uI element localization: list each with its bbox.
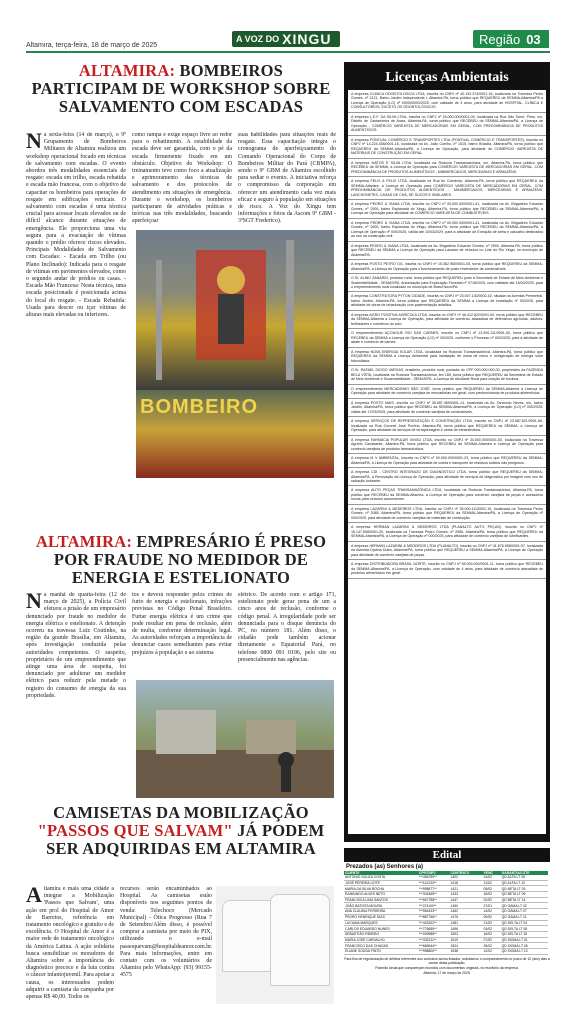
table-cell: 14/02: [483, 909, 501, 915]
table-cell: 1462: [449, 909, 482, 915]
article1-col3-text: suas habilidades para situações reais de resgate. Essa capacitação integra o cronograma de aperfeiçoamento do Comando Operacional do Corpo de Bombeiros Militar do Pará (CBMPA), sendo o 9º GBM de Altamira escolhido para sediar o evento. A iniciativa reforça o compromisso da corporação em oferecer um atendimento cada vez mais eficaz e seguro à população em situações de risco. A Voz do Xingu tem informações e fotos da Ascom 9º GBM - 3ºSGT Frederico).: [238, 132, 336, 225]
table-cell: QD BETA LT 09: [501, 892, 548, 898]
article1-col1-text: a sexta-feira (14 de março), o 9º Grupamento de Bombeiros Militares de Altamira realizou um workshop operacional focado em técnicas de salvamento com escadas. O evento abordou três modalidades essenciais de resgate: escada em trilho, escada rebatida e escada mão francesa, com o objetivo de capacitar os bombeiros para operações de resgate em edificações verticais. O salvamento com escadas é uma técnica crucial para acessar locais elevados ou de difícil alcance durante situações de emergência. Ele proporciona uma via segura para a evacuação de vítimas quando o prédio oferece riscos elevados. Principais Modalidades de Salvamento com Escadas: - Escada em Trilho (ou Plano Inclinado): Indicada para o resgate de vítimas em pavimentos elevados, como o segundo andar de prédios ou casas. - Escada Mão Francesa: Nesta técnica, uma escada posicionada é posicionada acima do local do resgate. - Escada Rebatida: Usada para descer ou içar vítimas de alturas mais elevadas ou inferiores.: [26, 132, 126, 319]
table-cell: ***998800**: [418, 948, 450, 954]
newspaper-logo: [232, 31, 340, 47]
article3-headline: [26, 804, 336, 857]
section-tag: [473, 30, 549, 48]
table-cell: QD SIGMA LT 06: [501, 943, 548, 949]
license-notice: A empresa PEDRO & VIANA LTDA, inscrita no CNPJ nº 00.000.000/0001-41, localizada na Av. Brigadeiro Eduardo Gomes, nº 2900, bairro Esplanada do Xingu, Altamira-PA, torna público que RECEBEU da SEMMA-Altamira/PA, a Licença de Operação para atividade de COMÉRCIO VAREJISTA DE COMBUSTÍVEIS.: [348, 200, 546, 218]
edital-note: Poderão ainda que compareçam munidos com documentos originais, no escritório da empresa.: [375, 966, 519, 971]
table-cell: 11/02: [483, 880, 501, 886]
photo-banner-lettering: BOMBEIRO: [140, 396, 258, 418]
license-notice: A empresa PEDRO & VIANA LTDA, inscrita no CNPJ nº 00.000.000/0001-41, localizada na Av. Brigadeiro Eduardo Gomes, nº 2900, bairro Esplanada do Xingu, Altamira-PA, torna público que RECEBEU da SEMMA-Altamira/PA, a Licença de Operação nº 000/2025, válida até 10/03/2029, para a atividade de Extração de areia e cascalho destinados ao uso na construção civil.: [348, 219, 546, 242]
table-cell: RAIMUNDO ALVES NETO: [344, 892, 418, 898]
logo-prefix: A VOZ DO: [236, 34, 280, 44]
table-cell: ANTONIO SOUZA COSTA: [344, 875, 418, 880]
police-scene-illustration: [136, 680, 334, 798]
article2-col3: [238, 592, 336, 678]
table-cell: ***667788**: [418, 897, 450, 903]
table-cell: JOSÉ PEREIRA LEITE: [344, 880, 418, 886]
campaign-tshirts-photo: [216, 886, 334, 1004]
article1-headline: [26, 62, 336, 115]
table-cell: QD SIGMA LT 01: [501, 937, 548, 943]
license-notice: A empresa FARMÁCIA POPULAR XINGU LTDA, inscrita no CNPJ nº 34.000.000/0001-00, localizada na Travessa Agrário Cavalcante, Altamira-PA, torna público que RECEBEU da SEMMA-Altamira a Licença de Operação para comércio varejista de produtos farmacêuticos.: [348, 436, 546, 454]
table-cell: 1519: [449, 937, 482, 943]
license-notice: A empresa SERVIÇOS DE REPRESENTAÇÃO E CONSTRUÇÃO LTDA, inscrita no CNPJ nº 23.987.621/0001-60, localizada na Rua Coronel José Porfírio, Altamira-PA, torna público que REQUEREU da SEMMA, a Licença de Operação, para atividade de serviços de terraplenagem e obras de infraestrutura.: [348, 417, 546, 435]
license-notice: O Sr. RAFAEL DIOGO VARGAS, brasileiro, produtor rural, portador do CPF 000.000.000-00, proprietário da FAZENDA BELA VISTA, localizada na Rodovia Transamazônica, km 165, torna público que REQUEREU da Secretaria de Estado de Meio Ambiente e Sustentabilidade - SEMAS/PA, a Licença de Atividade Rural para criação de bovinos.: [348, 366, 546, 384]
header-rule: [26, 51, 550, 53]
environmental-licenses-panel: [344, 62, 550, 842]
table-cell: ***887766**: [418, 914, 450, 920]
article1-title: BOMBEIROS PARTICIPAM DE WORKSHOP SOBRE SALVAMENTO COM ESCADAS: [31, 61, 331, 116]
edital-column-header: CLIENTE: [344, 871, 418, 875]
logo-name: XINGU: [282, 31, 332, 47]
license-notice: O Sr. ALINO ZANARDI, produtor rural, torna público que REQUEREU junto à Secretaria de Estado de Meio Ambiente e Sustentabilidade - SEMAS/PA, Autorização para Exploração Florestal nº 0718/2025, com validade até 19/03/2025, para o empreendimento rural localizado no município de Brasil Novo/PA.: [348, 274, 546, 292]
table-cell: LUCIANA MARQUES: [344, 920, 418, 926]
table-cell: 18/02: [483, 892, 501, 898]
license-notice: A empresa LAZARINI & MEDEIROS LTDA, inscrita no CNPJ nº 35.000.111/0001-10, localizada na Travessa Pedro Gomes, nº 2085, Altamira/PA, torna público que REQUEREU da SEMMA-Altamira/PA, a Licença de Operação nº 000/2025, para atividade de comércio varejista de materiais de construção.: [348, 505, 546, 523]
license-notice: A empresa PONTUAL COMÉRCIO E TRANSPORTES LTDA (PONTUAL COMÉRCIO E TRANSPORTES), inscrita no CNPJ nº 14.224.458/0001-16, localizada na Av. João Coelho, nº 1515, bairro Brasília, Altamira/PA, torna público que REQUEREU da SEMMA-Altamira/PA, a Licença de Operação, para atividade de COMÉRCIO VAREJISTA DE MATERIAIS DE CONSTRUÇÃO EM GERAL.: [348, 136, 546, 159]
table-cell: ***443322**: [418, 920, 450, 926]
article3-title-a: CAMISETAS DA MOBILIZAÇÃO: [53, 803, 309, 822]
table-cell: CARLOS EDUARDO NUNES: [344, 926, 418, 932]
table-cell: 25/02: [483, 943, 501, 949]
table-cell: QD DELTA LT 04: [501, 920, 548, 926]
table-cell: QD BETA LT 03: [501, 886, 548, 892]
edital-notes: [344, 957, 550, 976]
table-cell: 21/02: [483, 920, 501, 926]
article3-col1: [26, 886, 114, 1014]
license-notice: A empresa DISTRIBUIDORA BRASIL NORTE, inscrita no CNPJ nº 55.000.000/0001-11, torna público que RECEBEU da SEMMA-Altamira/PA, a Licença de Operação, com validade de 4 anos, para atividade de comércio atacadista de produtos alimentícios em geral.: [348, 560, 546, 578]
license-notice: A empresa M V AMBIENTAL, inscrita no CNPJ nº 00.000.000/0001-23, torna público que REQUEREU da SEMMA-Altamira/PA, a Licença de Operação para atividade de coleta e transporte de resíduos sólidos não perigosos.: [348, 454, 546, 468]
table-cell: 1475: [449, 914, 482, 920]
table-cell: 1496: [449, 926, 482, 932]
article3-dropcap: A: [26, 886, 42, 907]
table-cell: ANA CLÁUDIA FERREIRA: [344, 909, 418, 915]
table-cell: 1421: [449, 886, 482, 892]
table-cell: ***009988**: [418, 931, 450, 937]
firefighters-photo-2: [136, 390, 334, 478]
edital-note: Para fins de regularização de débitos referentes aos contratos acima listados, solicitamos o comparecimento no prazo de 10 (dez) dias a contar desta publicação.: [344, 956, 550, 965]
license-notice: A empresa L.E.F. DA SILVA LTDA, inscrita no CNPJ nº 15.000.000/0001-00, localizada na Rua São Tomé, Pinto, s/n, Distrito de Castanheira de Arara, Altamira-PA, torna público que RECEBEU da SEMMA-Altamira/PA, a Licença de Operação - COMÉRCIO VAREJISTA DE MERCADORIAS EM GERAL, COM PREDOMINÂNCIA DE PRODUTOS ALIMENTÍCIOS.: [348, 113, 546, 136]
license-notice: A empresa HERMAN LAZARINI & MEDEIROS LTDA (PLANALTO), inscrita no CNPJ nº 41.676.998/0001-97, localizada na Avenida Djalma Dutra, Altamira/PA, torna público que REQUEREU a SEMMA-Altamira/PA, a Licença de Operação para atividade de comércio varejista de peças.: [348, 542, 546, 560]
license-notice: A empresa NOVA ENERGIA SOLAR LTDA, localizada na Rodovia Transamazônica, Altamira-PA, torna público que REQUEREU da SEMMA a Licença Ambiental para instalação de usina de micro e minigeração de energia solar fotovoltaica.: [348, 348, 546, 366]
edital-table-body: [344, 875, 548, 954]
table-cell: ***221100**: [418, 903, 450, 909]
edital-table: [344, 871, 548, 955]
license-notice: O empreendimento MERCADINHO SÃO JOSÉ, torna público que REQUEREU da SEMMA-Altamira a Licença de Operação para atividade de comércio varejista de mercadorias em geral, com predominância de produtos alimentícios.: [348, 385, 546, 399]
edital-title: Edital: [344, 848, 550, 862]
police-operation-photo: [136, 680, 334, 798]
edital-column-header: CPF/CNPJ: [418, 871, 450, 875]
article3-col2: [120, 886, 212, 1014]
table-cell: QD DELTA LT 08: [501, 926, 548, 932]
edital-note: Altamira, 17 de março de 2025.: [423, 971, 471, 976]
page-number: 03: [526, 31, 541, 47]
table-cell: QD GAMA LT 11: [501, 914, 548, 920]
table-cell: 03/02: [483, 926, 501, 932]
table-cell: ***998877**: [418, 886, 450, 892]
table-cell: QD BETA LT 14: [501, 897, 548, 903]
table-cell: FRANCISCO DAS CHAGAS: [344, 943, 418, 949]
table-cell: 1524: [449, 943, 482, 949]
license-notice: A empresa POSTO PETRO GG, inscrita no CNPJ nº 15.362.960/0001-05, torna público que REQUEREU da SEMMA-Altamira/PA, a Licença de Operação para o funcionamento de posto revendedor de combustíveis.: [348, 260, 546, 274]
edital-subtitle: Prezados (as) Senhores (a): [346, 864, 424, 870]
table-cell: ***112233**: [418, 880, 450, 886]
table-cell: 1450: [449, 903, 482, 909]
table-cell: 07/02: [483, 937, 501, 943]
article1-col2: [132, 132, 232, 228]
table-cell: PEDRO HENRIQUE DIAS: [344, 914, 418, 920]
license-notice: A empresa HERMAN LAZARINI & MEDEIROS LTDA (PLANALTO AUTO PEÇAS), inscrita no CNPJ nº 18.147.658/0001-20, localizada na Travessa Pedro Gomes, nº 2085, Altamira/PA, torna público que REQUEREU da SEMMA-Altamira/PA, a Licença de Operação nº 000/2025, para atividade de comércio varejista de lubrificantes.: [348, 523, 546, 541]
table-cell: 1402: [449, 875, 482, 880]
table-cell: 05/02: [483, 886, 501, 892]
license-notice: A empresa AUTO PEÇAS TRANSAMAZÔNICA LTDA, localizada na Rodovia Transamazônica, Altamira-PA, torna público que RECEBEU da SEMMA-Altamira, a Licença de Operação para comércio varejista de peças e acessórios novos para veículos automotores.: [348, 486, 546, 504]
license-notice: A empresa AGRO POSITIVA AGRÍCOLA LTDA, inscrita no CNPJ nº 46.412.822/0001-00, torna público que RECEBEU da SEMMA-Altamira a Licença de Operação, para atividade de comércio atacadista de defensivos agrícolas, adubos, fertilizantes e corretivos do solo.: [348, 311, 546, 329]
tshirt-back-image: [270, 894, 330, 986]
article2-col2: [132, 592, 232, 678]
edital-column-header: VENC: [483, 871, 501, 875]
article3-title-quote: "PASSOS QUE SALVAM": [37, 820, 233, 840]
licenses-title: Licenças Ambientais: [385, 70, 509, 85]
table-cell: 1538: [449, 948, 482, 954]
article3-col1-text: ltamira e mais uma cidade a integrar a Mobilização 'Passos que Salvam', uma ação em prol do Hospital de Amor de Barretos, referência em tratamento oncológico e gratuito e de excelência. O Hospital de Amor é a maior rede de tratamento oncológico da América Latina. A ação solidária busca sensibilizar os moradores de Altamira sobre a importância do diagnóstico precoce e da luta contra o câncer infantojuvenil. Para apoiar a causa, os interessados podem adquirir a camiseta da campanha por apenas R$ 40,00. Todos os: [26, 886, 114, 1001]
table-cell: QD GAMA LT 02: [501, 903, 548, 909]
table-cell: ***776655**: [418, 926, 450, 932]
table-cell: 1447: [449, 897, 482, 903]
article2-col2-text: tos e deverá responder pelos crimes de furto de energia e estelionato, infrações previstas no Código Penal Brasileiro. Furtar energia elétrica é um crime que pode resultar em pena de reclusão, além de multa, conforme determinação legal. As autoridades reforçam a importância de denunciar casos semelhantes para evitar prejuízos à população e ao sistema: [132, 592, 232, 656]
table-cell: 16/02: [483, 931, 501, 937]
article2-col1: [26, 592, 126, 797]
article2-col3-text: elétrico. De acordo com o artigo 171, estelionato pode gerar pena de um a cinco anos de reclusão, conforme o código penal. A irregularidade pode ser denunciada para o disque denúncia do PC, no número 181. Além disso, o cidadão pode também acionar diretamente a Equatorial Pará, no telefone 0800 091 0196, pelo site ou presencialmente nas agências.: [238, 592, 336, 663]
table-cell: ***665544**: [418, 943, 450, 949]
table-cell: ***554433**: [418, 909, 450, 915]
article2-dropcap: N: [26, 592, 42, 613]
licenses-list: [348, 90, 546, 834]
table-row: [344, 948, 548, 954]
edital-column-header: GARANTIA/LOTE: [501, 871, 548, 875]
article3-title-b: JÁ PODEM SER ADQUIRIDAS EM ALTAMIRA: [46, 820, 325, 858]
table-cell: 12/02: [483, 948, 501, 954]
table-cell: 09/02: [483, 914, 501, 920]
table-cell: 1503: [449, 931, 482, 937]
table-cell: ***332211**: [418, 937, 450, 943]
table-cell: QD ALFA LT 05: [501, 875, 548, 880]
edital-column-header: CONTRATO: [449, 871, 482, 875]
table-cell: JOÃO BATISTA MOURA: [344, 903, 418, 909]
table-cell: QD ALFA LT 12: [501, 880, 548, 886]
license-notice: A empresa POSTO MAIS, inscrita no CNPJ nº 35.087.469/0001-14, localizada na Av. Tancredo Neves, s/n, bairro Jardim, Altamira/PA, torna público que RECEBEU da SEMMA-Altamira/PA, a Licença de Operação (LO) nº 000/2025, válida até 17/03/2029, para atividade de comércio varejista de combustíveis.: [348, 399, 546, 417]
article2-headline: [26, 533, 336, 586]
article3-col2-text: recursos serão encaminhados ao Hospital. As camisetas estão disponíveis nos seguintes pontos de venda: Telechoco (Mercado Municipal) - Ótica Progresso (Rua 7 de Setembro/Além disso, é possível comprar a camiseta por meio de PIX, utilizando o e-mail passoquevam@hospitaldeamor.com.br. Para mais informações, entre em contato com os voluntários de Altamira pelo WhatsApp: (93) 99155-4575: [120, 886, 212, 979]
table-cell: ELIANE SOUSA PINTO: [344, 948, 418, 954]
edital-notice: [344, 848, 550, 1018]
table-cell: ***456789**: [418, 875, 450, 880]
article1-col2-text: como rampa e exige espaço livre ao redor para o rebatimento. A estabilidade da escada deve ser garantida, com o pé da escada firmemente fixado em um obstáculo. Objetivo do Workshop: O treinamento teve como foco a atualização e aprimoramento das técnicas de salvamento e dos protocolos de atendimento em situações de emergência. Durante o workshop, os bombeiros participaram de atividades práticas e teóricas nas três modalidades, buscando aperfeiçoar: [132, 132, 232, 225]
table-cell: QD DELTA LT 15: [501, 931, 548, 937]
table-cell: QD GAMA LT 07: [501, 909, 548, 915]
article1-col3: [238, 132, 336, 228]
article2-kicker: ALTAMIRA:: [35, 532, 133, 551]
article1-dropcap: N: [26, 132, 42, 153]
firefighters-photo: [136, 230, 334, 390]
page-header: [0, 0, 577, 52]
license-notice: A empresa CLINICA ODONTOLOGICA LTDA, inscrita no CNPJ nº 40.153.374/0001-16, localizada na Travessa Pedro Gomes, nº 2121, Bairro Jardim Independente I, Altamira-PA, torna público que REQUEREU da SEMMA-Altamira/PA a Licença de Operação (LO) nº 000000000/2025, com validade de 4 anos, para atividade de HOSPITAL, CLÍNICA E CONSULTÓRIOS, EXCETO OS ODONTOLÓGICOS.: [348, 90, 546, 113]
license-notice: A empresa CDI - CENTRO INTEGRADO DE DIAGNÓSTICO LTDA, torna público que REQUEREU da SEMMA-Altamira/PA, a Renovação da Licença de Operação, para atividade de serviços de diagnóstico por imagem com uso de radiação ionizante.: [348, 468, 546, 486]
license-notice: A empresa MATOS E SILVA LTDA, localizada na Rodovia Transamazônica, s/n, Altamira-PA, torna público que RECEBEU da SEMMA, a Licença de Operação para COMÉRCIO VAREJISTA DE MERCADORIAS EM GERAL, COM PREDOMINÂNCIA DE PRODUTOS ALIMENTÍCIOS - MINIMERCADOS, MERCEARIAS E ARMAZÉNS.: [348, 159, 546, 177]
license-notice: A empresa FELIX & FELIX LTDA, localizada na Rua do Comércio, Altamira-PA, torna público que REQUEREU da SEMMA-Altamira, a Licença de Operação para COMÉRCIO VAREJISTA DE MERCADORIAS EM GERAL, COM PREDOMINÂNCIA DE PRODUTOS ALIMENTÍCIOS - MINIMERCADOS, MERCEARIAS E ARMAZÉNS, LANCHONETES, CASAS DE CHÁ, DE SUCOS E SIMILARES.: [348, 177, 546, 200]
table-cell: 24/02: [483, 875, 501, 880]
table-cell: SEBASTIÃO RIBEIRO: [344, 931, 418, 937]
table-cell: 1418: [449, 880, 482, 886]
license-notice: O empreendimento AÇOUGUE RIO DAS CARNES, inscrito no CNPJ nº 13.900.111/0001-00, torna público que RECEBEU da SEMMA a Licença de Operação (LO) nº 00/2025, conforme o Processo nº 000/2025, para a atividade de abate e comércio de carnes.: [348, 329, 546, 347]
table-cell: 02/02: [483, 897, 501, 903]
table-cell: ***334455**: [418, 892, 450, 898]
edition-date: Altamira, terça-feira, 18 de março de 2025: [26, 42, 158, 49]
table-cell: 1481: [449, 920, 482, 926]
article2-col1-text: a manhã de quarta-feira (12 de março de 2025), a Polícia Civil efetuou a prisão de um empresário denunciado por fraude no medidor de energia elétrica e estelionato. A detenção ocorreu na travessa Luiz Coutinho, na região da grande Brasília, em Altamira, após investigação conduzida pelas autoridades competentes. O suspeito, proprietário de um empreendimento que atinge uma área de suspeita, foi denunciado por adulterar um medidor elétrico para reduzir pela metade o registro do consumo de energia da sua propriedade.: [26, 592, 126, 699]
table-cell: 27/01: [483, 903, 501, 909]
table-cell: 1433: [449, 892, 482, 898]
article1-col1: [26, 132, 126, 524]
license-notice: A empresa PEDRO & VIANA LTDA, localizada na Av. Brigadeiro Eduardo Gomes, nº 2900, Altamira-PA, torna público que RECEBEU da SEMMA a Licença de Operação para Lavador de veículos no Lote do Rio Xingu, no município de Altamira/PA.: [348, 242, 546, 260]
table-cell: FRANCISCA LIMA SANTOS: [344, 897, 418, 903]
license-notice: A empresa CONSTRUTORA PYTON CIDADE, inscrita no CNPJ nº 23.007.130/0002-02, situada na Avenida Perimetral, bairro Jardim, Altamira-PA, torna pública que REQUEREU da SEMMA a Licença de Instalação nº 00/2025, para atividade de obras de urbanização com pavimentação asfáltica.: [348, 292, 546, 310]
article2-title: EMPRESÁRIO É PRESO POR FRAUDE NO MEDIDOR DE ENERGIA E ESTELIONATO: [53, 532, 327, 587]
table-cell: QD SIGMA LT 10: [501, 948, 548, 954]
firefighters-illustration: [136, 230, 334, 390]
table-cell: MARIA DA SILVA ROCHA: [344, 886, 418, 892]
section-name: Região: [479, 31, 521, 47]
article1-kicker: ALTAMIRA:: [78, 61, 176, 80]
table-cell: MARIA JOSÉ CARVALHO: [344, 937, 418, 943]
